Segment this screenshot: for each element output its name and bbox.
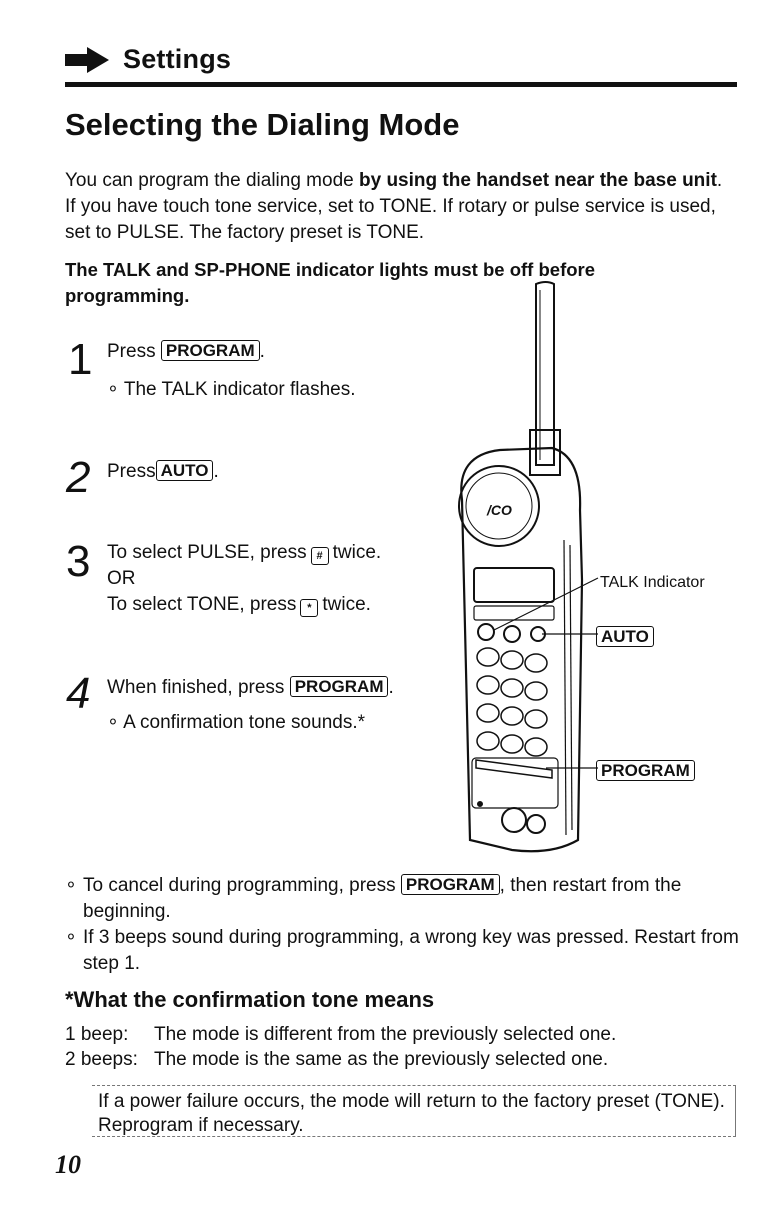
intro-part2: . If you have touch tone service, set to TONE. If rotary or pulse service is used, set to PULSE. The factory preset is TONE. <box>65 170 723 243</box>
note-1-text: To cancel during programming, press <box>83 875 396 896</box>
step-number-4: 4 <box>66 669 91 718</box>
program-key-label <box>596 760 695 782</box>
meaning-term: 2 beeps: <box>65 1049 138 1070</box>
step-3-line3-text: To select TONE, press <box>107 594 297 615</box>
step-number-1: 1 <box>68 335 93 384</box>
meaning-desc: The mode is different from the previously selected one. <box>154 1024 617 1045</box>
power-failure-notice: If a power failure occurs, the mode will return to the factory preset (TONE). Reprogram if necessary. <box>92 1085 736 1137</box>
step-4-text: When finished, press <box>107 677 285 698</box>
notes-list <box>65 873 745 977</box>
step-2-text: Press <box>107 461 156 482</box>
list-item <box>65 925 745 977</box>
meaning-item-1 <box>65 1022 616 1048</box>
meaning-desc: The mode is the same as the previously selected one. <box>154 1049 609 1070</box>
page-title: Selecting the Dialing Mode <box>65 107 460 142</box>
star-key: * <box>300 599 318 617</box>
bullet-icon: ∘ <box>107 379 124 400</box>
step-3-line3-end: twice. <box>322 594 371 615</box>
confirmation-title: *What the confirmation tone means <box>65 987 435 1012</box>
step-4-note-text: A confirmation tone sounds.* <box>123 712 365 733</box>
step-1-note-text: The TALK indicator flashes. <box>123 379 356 400</box>
page-number: 10 <box>55 1150 81 1179</box>
talk-indicator-label: TALK Indicator <box>600 574 705 591</box>
warning-text: The TALK and SP-PHONE indicator lights must be off before programming. <box>65 259 596 306</box>
step-3-line1-text: To select PULSE, press <box>107 542 307 563</box>
step-4-end: . <box>388 677 394 698</box>
auto-key-label <box>596 626 654 648</box>
step-3-or: OR <box>107 568 136 589</box>
bullet-icon: ∘ <box>65 875 77 896</box>
step-3-line3 <box>107 592 371 618</box>
step-1-instruction <box>107 339 265 365</box>
program-key: PROGRAM <box>596 760 695 781</box>
step-2-end: . <box>213 461 219 482</box>
section-header <box>65 44 231 75</box>
auto-key: AUTO <box>156 460 214 481</box>
bullet-icon: ∘ <box>107 712 124 733</box>
step-number-3: 3 <box>66 537 91 586</box>
step-4-note <box>107 710 365 736</box>
step-number-2: 2 <box>66 453 91 502</box>
note-1-end: , then restart from the beginning. <box>83 875 682 922</box>
step-1-end: . <box>259 341 265 362</box>
intro-paragraph <box>65 168 737 246</box>
program-key: PROGRAM <box>161 340 260 361</box>
meaning-term: 1 beep: <box>65 1024 129 1045</box>
bullet-icon: ∘ <box>65 927 77 948</box>
intro-bold: by using the handset near the base unit <box>359 170 717 191</box>
step-1-text: Press <box>107 341 156 362</box>
list-item <box>65 873 745 925</box>
section-title: Settings <box>123 44 232 74</box>
note-2-text: If 3 beeps sound during programming, a wrong key was pressed. Restart from step 1. <box>83 927 739 974</box>
svg-text:/CO: /CO <box>487 502 512 518</box>
program-key: PROGRAM <box>401 874 500 895</box>
intro-part1: You can program the dialing mode <box>65 170 359 191</box>
pound-key: # <box>311 547 329 565</box>
program-key: PROGRAM <box>290 676 389 697</box>
cordless-phone-illustration <box>442 280 742 860</box>
step-1-note <box>107 377 355 403</box>
header-rule <box>65 82 737 87</box>
step-3-line1 <box>107 540 381 566</box>
meaning-item-2 <box>65 1047 608 1073</box>
right-arrow-icon <box>65 47 109 73</box>
auto-key: AUTO <box>596 626 654 647</box>
step-3-line1-end: twice. <box>332 542 382 563</box>
step-4-instruction <box>107 675 394 701</box>
step-2-instruction <box>107 459 219 485</box>
